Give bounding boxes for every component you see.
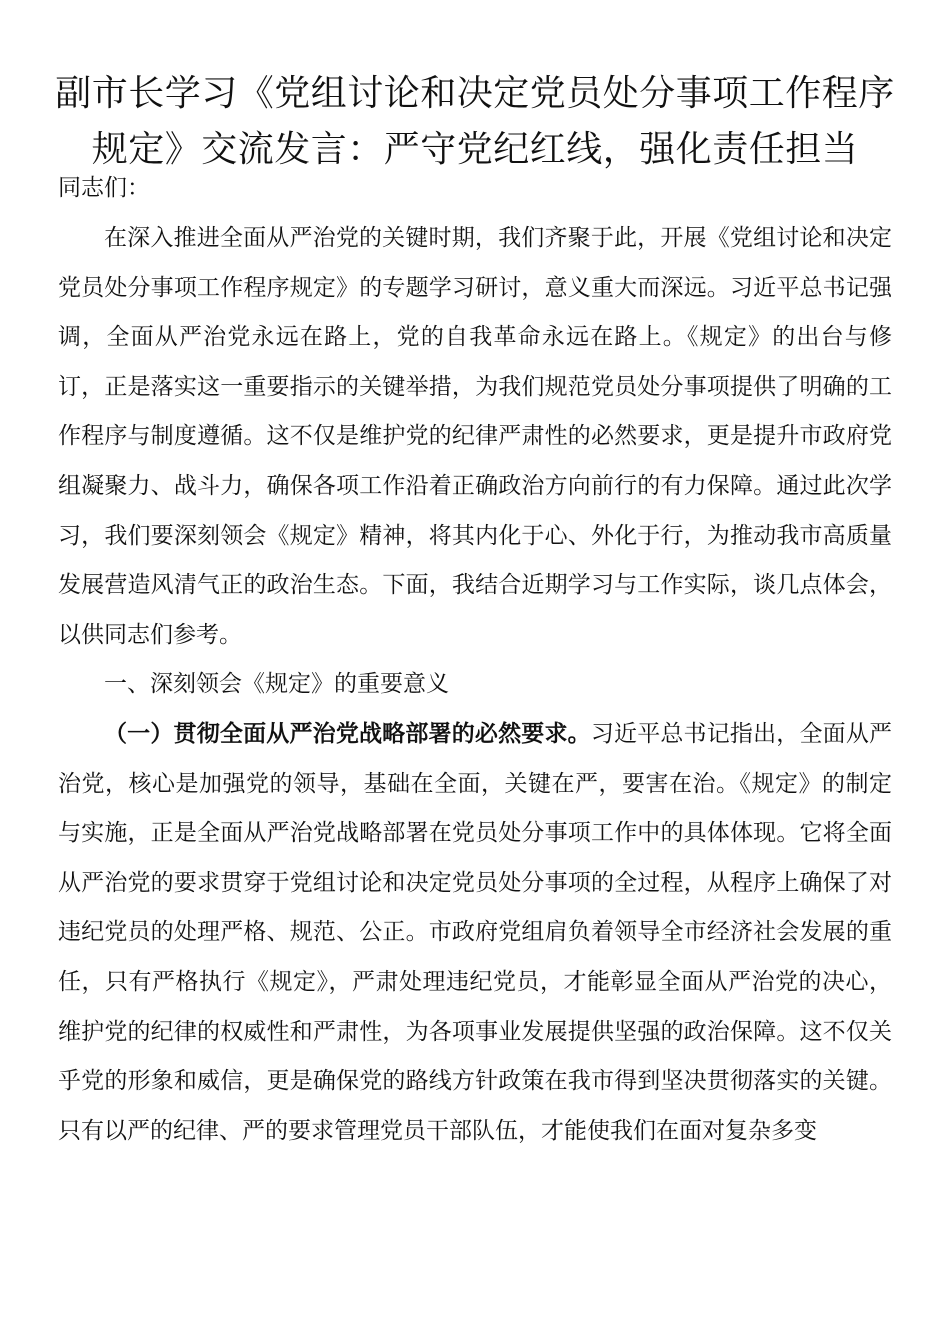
- point-one-lead: （一）贯彻全面从严治党战略部署的必然要求。: [104, 720, 591, 747]
- document-title: 副市长学习《党组讨论和决定党员处分事项工作程序规定》交流发言：严守党纪红线，强化责任担当: [55, 73, 895, 170]
- point-one-paragraph: [58, 710, 892, 1156]
- document-body: [58, 214, 892, 1156]
- salutation: 同志们：: [58, 175, 150, 201]
- point-one-body: 习近平总书记指出，全面从严治党，核心是加强党的领导，基础在全面，关键在严，要害在治。《规定》的制定与实施，正是全面从严治党战略部署在党员处分事项工作中的具体体现。它将全面从严治党的要求贯穿于党组讨论和决定党员处分事项的全过程，从程序上确保了对违纪党员的处理严格、规范、公正。市政府党组肩负着领导全市经济社会发展的重任，只有严格执行《规定》，严肃处理违纪党员，才能彰显全面从严治党的决心，维护党的纪律的权威性和严肃性，为各项事业发展提供坚强的政治保障。这不仅关乎党的形象和威信，更是确保党的路线方针政策在我市得到坚决贯彻落实的关键。只有以严的纪律、严的要求管理党员干部队伍，才能使我们在面对复杂多变: [58, 720, 893, 1144]
- section-heading: 一、深刻领会《规定》的重要意义: [104, 671, 449, 698]
- intro-paragraph: 在深入推进全面从严治党的关键时期，我们齐聚于此，开展《党组讨论和决定党员处分事项工作程序规定》的专题学习研讨，意义重大而深远。习近平总书记强调，全面从严治党永远在路上，党的自我革命永远在路上。《规定》的出台与修订，正是落实这一重要指示的关键举措，为我们规范党员处分事项提供了明确的工作程序与制度遵循。这不仅是维护党的纪律严肃性的必然要求，更是提升市政府党组凝聚力、战斗力，确保各项工作沿着正确政治方向前行的有力保障。通过此次学习，我们要深刻领会《规定》精神，将其内化于心、外化于行，为推动我市高质量发展营造风清气正的政治生态。下面，我结合近期学习与工作实际，谈几点体会，以供同志们参考。: [58, 225, 892, 648]
